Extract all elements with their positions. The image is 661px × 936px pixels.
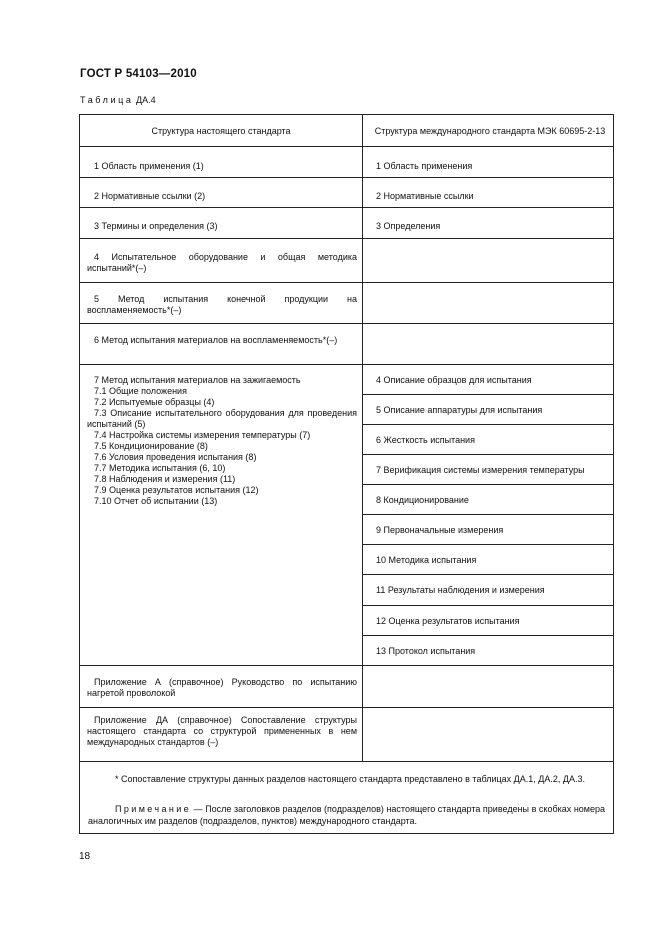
- right-cell-row-3: 3 Определения: [376, 221, 441, 231]
- right-subrow: 13 Протокол испытания: [376, 646, 476, 656]
- right-subrow-separator: [362, 635, 613, 636]
- right-subrow: 8 Кондиционирование: [376, 495, 469, 505]
- left-cell-row-5: 5 Метод испытания конечной продукции на воспламеняемость*(–): [87, 294, 357, 315]
- left-cell-row-2: 2 Нормативные ссылки (2): [94, 191, 206, 201]
- section-7-item: 7.1 Общие положения: [94, 386, 187, 396]
- section-7-item: 7.4 Настройка системы измерения температуры (7): [94, 430, 311, 440]
- row-separator: [80, 177, 613, 178]
- right-subrow-separator: [362, 544, 613, 545]
- left-cell-row-1: 1 Область применения (1): [94, 161, 204, 171]
- row-separator: [80, 323, 613, 324]
- row-separator: [80, 207, 613, 208]
- section-7-item: 7.7 Методика испытания (6, 10): [94, 463, 226, 473]
- right-subrow: 4 Описание образцов для испытания: [376, 375, 532, 385]
- section-7-item: 7.5 Кондиционирование (8): [94, 441, 208, 451]
- right-subrow-separator: [362, 574, 613, 575]
- section-7-item: 7.10 Отчет об испытании (13): [94, 496, 218, 506]
- row-separator: [80, 146, 613, 147]
- right-subrow-separator: [362, 394, 613, 395]
- page-number: 18: [79, 851, 91, 862]
- right-subrow: 5 Описание аппаратуры для испытания: [376, 405, 543, 415]
- table-note: [88, 803, 605, 827]
- right-subrow: 11 Результаты наблюдения и измерения: [376, 585, 545, 595]
- row-separator: [80, 761, 613, 762]
- structure-comparison-table: [79, 114, 614, 834]
- right-subrow: 12 Оценка результатов испытания: [376, 616, 520, 626]
- section-7-item: 7.3 Описание испытательного оборудования для проведения испытаний (5): [87, 408, 357, 429]
- right-subrow: 6 Жесткость испытания: [376, 435, 475, 445]
- right-subrow: 10 Методика испытания: [376, 555, 477, 565]
- right-subrow: 7 Верификация системы измерения температуры: [376, 465, 585, 475]
- left-cell-row-4: 4 Испытательное оборудование и общая методика испытаний*(–): [87, 252, 357, 273]
- note-text: — После заголовков разделов (подразделов) настоящего стандарта приведены в скобках номера аналогичных им разделов (подразделов, пунктов) международного стандарта.: [88, 804, 605, 826]
- right-subrow-separator: [362, 605, 613, 606]
- left-cell-row-6: 6 Метод испытания материалов на воспламеняемость*(–): [94, 335, 338, 345]
- right-column-header: Структура международного стандарта МЭК 60695-2-13: [374, 126, 606, 136]
- section-7-title: 7 Метод испытания материалов на зажигаемость: [94, 375, 301, 385]
- section-7-item: 7.9 Оценка результатов испытания (12): [94, 485, 259, 495]
- right-subrow: 9 Первоначальные измерения: [376, 525, 504, 535]
- left-column-header: Структура настоящего стандарта: [151, 126, 291, 136]
- row-separator: [80, 364, 613, 365]
- section-7-item: 7.6 Условия проведения испытания (8): [94, 452, 257, 462]
- section-7-item: 7.2 Испытуемые образцы (4): [94, 397, 215, 407]
- right-subrow-separator: [362, 514, 613, 515]
- table-caption-number: ДА.4: [133, 95, 156, 105]
- table-footnote: * Сопоставление структуры данных разделов настоящего стандарта представлено в таблицах ДА.1, ДА.2, ДА.3.: [115, 774, 585, 784]
- table-caption: [80, 95, 156, 105]
- right-cell-row-2: 2 Нормативные ссылки: [376, 191, 474, 201]
- table-caption-word: Таблица: [80, 95, 134, 105]
- document-title: ГОСТ Р 54103—2010: [80, 68, 197, 80]
- left-cell-row-3: 3 Термины и определения (3): [94, 221, 218, 231]
- right-subrow-separator: [362, 484, 613, 485]
- annex-da-cell: Приложение ДА (справочное) Сопоставление структуры настоящего стандарта со структурой примененных в нем международных стандартов (–): [87, 715, 357, 747]
- row-separator: [80, 665, 613, 666]
- row-separator: [80, 707, 613, 708]
- row-separator: [80, 238, 613, 239]
- note-label: Примечание: [115, 804, 192, 814]
- section-7-item: 7.8 Наблюдения и измерения (11): [94, 474, 236, 484]
- right-subrow-separator: [362, 454, 613, 455]
- right-subrow-separator: [362, 424, 613, 425]
- annex-a-cell: Приложение А (справочное) Руководство по испытанию нагретой проволокой: [87, 677, 357, 698]
- right-cell-row-1: 1 Область применения: [376, 161, 473, 171]
- row-separator: [80, 282, 613, 283]
